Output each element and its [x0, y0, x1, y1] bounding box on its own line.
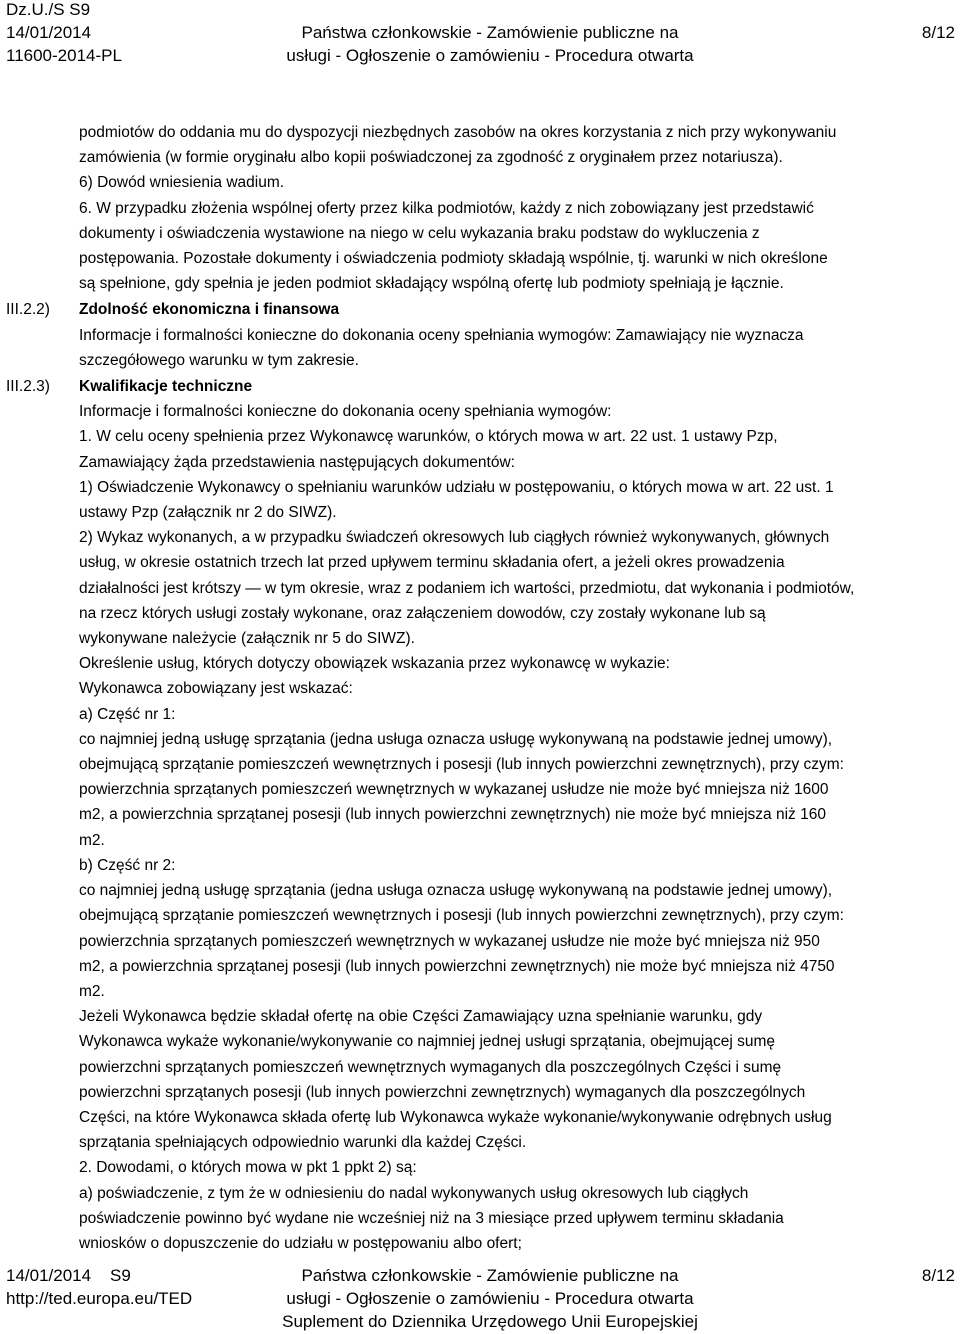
text-line: sprzątania spełniających odpowiednio warunki dla każdej Części.: [79, 1134, 527, 1152]
footer-page-number: 8/12: [921, 1266, 955, 1285]
text-line: powierzchnia sprzątanych pomieszczeń wewnętrznych w wykazanej usłudze nie może być mniejsza niż 950: [79, 932, 820, 950]
text-line: poświadczenie powinno być wydane nie wcześniej niż na 3 miesiące przed upływem terminu składania: [79, 1209, 784, 1227]
text-line: 1) Oświadczenie Wykonawcy o spełnianiu warunków udziału w postępowaniu, o których mowa w art. 22 ust. 1: [79, 478, 834, 496]
text-line: usług, w okresie ostatnich trzech lat przed upływem terminu składania ofert, a jeżeli okres prowadzenia: [79, 554, 785, 572]
section-number: III.2.2): [6, 301, 50, 319]
footer-date-series: 14/01/2014 S9: [6, 1266, 131, 1285]
section-text: [79, 323, 960, 373]
text-line: 2. Dowodami, o których mowa w pkt 1 ppkt 2) są:: [79, 1159, 417, 1177]
header-center: [240, 21, 740, 67]
text-line: szczegółowego warunku w tym zakresie.: [79, 351, 359, 369]
footer-title-line-1: Państwa członkowskie - Zamówienie publiczne na: [301, 1266, 679, 1285]
text-line: powierzchni sprzątanych pomieszczeń wewnętrznych wymaganych dla poszczególnych Części i sumę: [79, 1058, 782, 1076]
footer-title-line-2: usługi - Ogłoszenie o zamówieniu - Procedura otwarta: [286, 1289, 694, 1308]
header-date: 14/01/2014: [6, 23, 92, 42]
text-line: Zamawiający żąda przedstawienia następujących dokumentów:: [79, 453, 515, 471]
text-line: m2, a powierzchnia sprzątanej posesji (lub innych powierzchni zewnętrznych) nie może być mniejsza niż 160: [79, 806, 826, 824]
text-line: 1. W celu oceny spełnienia przez Wykonawcę warunków, o których mowa w art. 22 ust. 1 ustawy Pzp,: [79, 428, 778, 446]
text-line: na rzecz których usługi zostały wykonane, oraz załączeniem dowodów, czy zostały wykonane lub są: [79, 604, 766, 622]
text-line: Określenie usług, których dotyczy obowiązek wskazania przez wykonawcę w wykazie:: [79, 655, 670, 673]
text-line: Informacje i formalności konieczne do dokonania oceny spełniania wymogów: Zamawiający nie wyznacza: [79, 326, 804, 344]
header-title-line-1: Państwa członkowskie - Zamówienie publiczne na: [301, 23, 679, 42]
text-line: Jeżeli Wykonawca będzie składał ofertę na obie Części Zamawiający uzna spełnianie warunku, gdy: [79, 1008, 763, 1026]
text-line: Informacje i formalności konieczne do dokonania oceny spełniania wymogów:: [79, 403, 612, 421]
footer-link[interactable]: http://ted.europa.eu/TED: [6, 1289, 193, 1308]
text-line: zamówienia (w formie oryginału albo kopii poświadczonej za zgodność z oryginałem przez notariusza).: [79, 149, 783, 167]
intro-block: [6, 120, 960, 296]
intro-text: [79, 120, 960, 296]
text-line: co najmniej jedną usługę sprzątania (jedna usługa oznacza usługę wykonywaną na podstawie jednej umowy),: [79, 882, 833, 900]
text-line: obejmującą sprzątanie pomieszczeń wewnętrznych i posesji (lub innych powierzchni zewnętrznych), przy czym:: [79, 756, 844, 774]
text-line: 2) Wykaz wykonanych, a w przypadku świadczeń okresowych lub ciągłych również wykonywanych, głównych: [79, 529, 830, 547]
header-page-number: 8/12: [921, 23, 955, 42]
text-line: wniosków o dopuszczenie do udziału w postępowaniu albo ofert;: [79, 1234, 522, 1252]
text-line: a) Część nr 1:: [79, 705, 176, 723]
section-III-2-2: [6, 297, 960, 373]
text-line: powierzchni sprzątanych posesji (lub innych powierzchni zewnętrznych) wymaganych dla poszczególnych: [79, 1083, 806, 1101]
footer-center: [240, 1264, 740, 1333]
footer-left: [6, 1264, 192, 1310]
text-line: postępowania. Pozostałe dokumenty i oświadczenia podmioty składają wspólnie, tj. warunki w nich określone: [79, 250, 828, 268]
text-line: wykonywane należycie (załącznik nr 5 do SIWZ).: [79, 630, 415, 648]
text-line: działalności jest krótszy — w tym okresie, wraz z podaniem ich wartości, przedmiotu, dat wykonania i podmiotów,: [79, 579, 855, 597]
text-line: 6. W przypadku złożenia wspólnej oferty przez kilka podmiotów, każdy z nich zobowiązany jest przedstawić: [79, 199, 814, 217]
text-line: są spełnione, gdy spełnia je jeden podmiot składający wspólną ofertę lub podmioty spełniają je łącznie.: [79, 275, 784, 293]
text-line: ustawy Pzp (załącznik nr 2 do SIWZ).: [79, 504, 337, 522]
text-line: m2.: [79, 831, 105, 849]
text-line: podmiotów do oddania mu do dyspozycji niezbędnych zasobów na okres korzystania z nich przy wykonywaniu: [79, 124, 837, 141]
header-notice-id: 11600-2014-PL: [6, 46, 122, 65]
header-title-line-2: usługi - Ogłoszenie o zamówieniu - Procedura otwarta: [286, 46, 694, 65]
section-heading: Zdolność ekonomiczna i finansowa: [79, 301, 340, 319]
header-left: [6, 0, 122, 67]
text-line: 6) Dowód wniesienia wadium.: [79, 174, 285, 192]
text-line: m2.: [79, 982, 105, 1000]
section-heading: Kwalifikacje techniczne: [79, 378, 253, 396]
text-line: Części, na które Wykonawca składa ofertę lub Wykonawca wykaże wykonanie/wykonywanie odrębnych usług: [79, 1108, 832, 1126]
text-line: Wykonawca wykaże wykonanie/wykonywanie co najmniej jednej usługi sprzątania, obejmującej sumę: [79, 1033, 775, 1051]
text-line: m2, a powierzchnia sprzątanej posesji (lub innych powierzchni zewnętrznych) nie może być mniejsza niż 4750: [79, 957, 835, 975]
header-journal-ref: Dz.U./S S9: [6, 0, 91, 19]
text-line: powierzchnia sprzątanych pomieszczeń wewnętrznych w wykazanej usłudze nie może być mniejsza niż 1600: [79, 781, 829, 799]
footer-supplement: Suplement do Dziennika Urzędowego Unii Europejskiej: [282, 1312, 698, 1331]
text-line: Wykonawca zobowiązany jest wskazać:: [79, 680, 353, 698]
section-text: [79, 399, 960, 1256]
text-line: a) poświadczenie, z tym że w odniesieniu do nadal wykonywanych usług okresowych lub ciągłych: [79, 1184, 749, 1202]
document-body: [6, 120, 960, 1256]
section-III-2-3: [6, 374, 960, 1256]
text-line: obejmującą sprzątanie pomieszczeń wewnętrznych i posesji (lub innych powierzchni zewnętrznych), przy czym:: [79, 907, 844, 925]
text-line: dokumenty i oświadczenia wystawione na niego w celu wykazania braku podstaw do wykluczenia z: [79, 224, 760, 242]
section-number: III.2.3): [6, 378, 50, 396]
text-line: co najmniej jedną usługę sprzątania (jedna usługa oznacza usługę wykonywaną na podstawie jednej umowy),: [79, 730, 833, 748]
text-line: b) Część nr 2:: [79, 856, 176, 874]
